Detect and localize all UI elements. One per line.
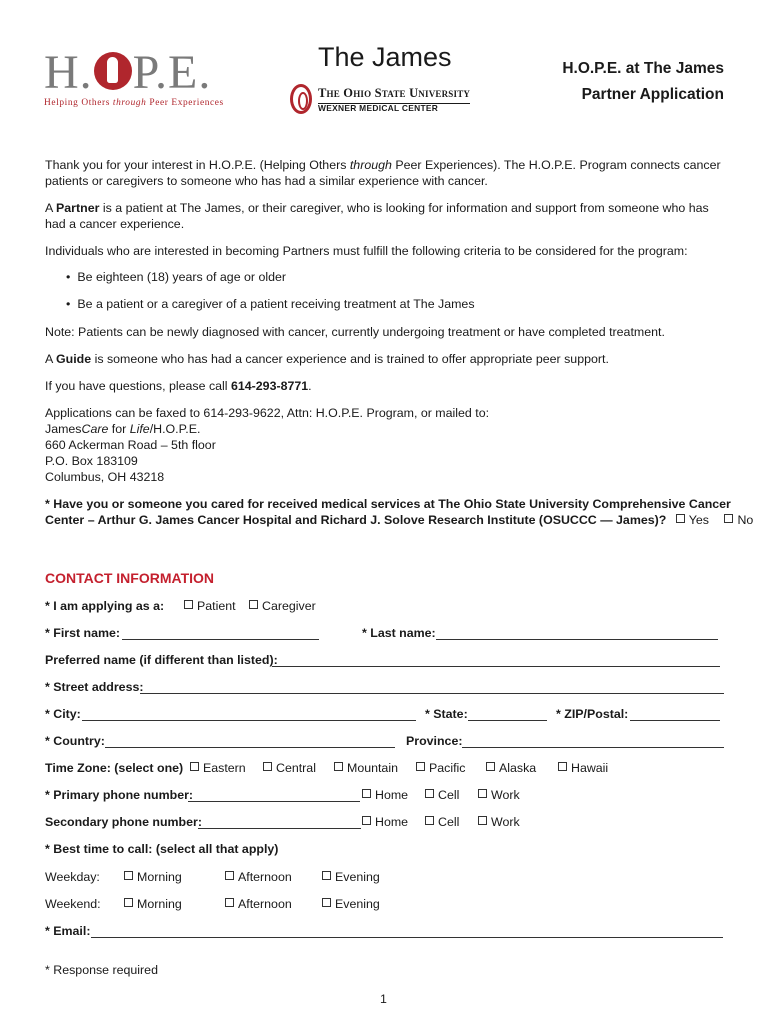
checkbox[interactable] <box>478 789 487 798</box>
criteria-bullet: • Be eighteen (18) years of age or older <box>66 270 286 284</box>
application-title: H.O.P.E. at The James <box>562 60 724 77</box>
address-line3: P.O. Box 183109 <box>45 454 138 468</box>
state-label: * State: <box>425 707 468 721</box>
zip-label: * ZIP/Postal: <box>556 707 629 721</box>
intro-paragraph-line1: Thank you for your interest in H.O.P.E. (Helping Others through Peer Experiences). The H.O.P.E. Program connects cancer <box>45 158 721 172</box>
preferred-name-field[interactable] <box>272 665 720 667</box>
osu-subtitle: WEXNER MEDICAL CENTER <box>318 103 439 113</box>
street-address-label: * Street address: <box>45 680 144 694</box>
best-time-label: * Best time to call: (select all that apply) <box>45 842 279 856</box>
hope-logo-letters-pe: P.E. <box>132 46 212 99</box>
timezone-hawaii[interactable]: Hawaii <box>558 761 608 775</box>
no-option[interactable]: No <box>724 513 753 527</box>
the-james-title: The James <box>318 42 452 72</box>
first-name-field[interactable] <box>122 638 319 640</box>
timezone-eastern[interactable]: Eastern <box>190 761 246 775</box>
yes-option[interactable]: Yes <box>676 513 709 527</box>
state-field[interactable] <box>468 719 547 721</box>
checkbox[interactable] <box>322 871 331 880</box>
weekday-afternoon[interactable]: Afternoon <box>225 870 292 884</box>
phone-number: 614-293-8771 <box>230 379 309 393</box>
first-name-label: * First name: <box>45 626 121 640</box>
checkbox[interactable] <box>425 789 434 798</box>
secondary-phone-cell[interactable]: Cell <box>425 815 459 829</box>
secondary-phone-work[interactable]: Work <box>478 815 520 829</box>
checkbox[interactable] <box>486 762 495 771</box>
secondary-phone-home[interactable]: Home <box>362 815 408 829</box>
weekend-evening[interactable]: Evening <box>322 897 380 911</box>
checkbox[interactable] <box>416 762 425 771</box>
application-subtitle: Partner Application <box>581 86 724 103</box>
hope-logo-o-icon <box>94 52 132 90</box>
weekday-evening[interactable]: Evening <box>322 870 380 884</box>
primary-phone-home[interactable]: Home <box>362 788 408 802</box>
checkbox[interactable] <box>124 871 133 880</box>
patient-option[interactable]: Patient <box>184 599 236 613</box>
email-label: * Email: <box>45 924 91 938</box>
email-field[interactable] <box>91 936 723 938</box>
timezone-alaska[interactable]: Alaska <box>486 761 536 775</box>
checkbox[interactable] <box>558 762 567 771</box>
criteria-intro: Individuals who are interested in becoming Partners must fulfill the following criteria to be considered for the program: <box>45 244 688 258</box>
zip-field[interactable] <box>630 719 720 721</box>
weekend-morning[interactable]: Morning <box>124 897 182 911</box>
criteria-bullet: • Be a patient or a caregiver of a patient receiving treatment at The James <box>66 297 475 311</box>
secondary-phone-field[interactable] <box>198 827 361 829</box>
osu-block-o-icon <box>290 84 312 114</box>
address-line2: 660 Ackerman Road – 5th floor <box>45 438 216 452</box>
guide-definition: A Guide is someone who has had a cancer experience and is trained to offer appropriate peer support. <box>45 352 609 366</box>
osuccc-question-line2: Center – Arthur G. James Cancer Hospital and Richard J. Solove Research Institute (OSUCCC — James)? Yes No <box>45 513 754 527</box>
page-number: 1 <box>380 992 387 1006</box>
checkbox[interactable] <box>362 789 371 798</box>
checkbox[interactable] <box>124 898 133 907</box>
country-label: * Country: <box>45 734 105 748</box>
caregiver-checkbox[interactable] <box>249 600 258 609</box>
weekend-afternoon[interactable]: Afternoon <box>225 897 292 911</box>
last-name-label: * Last name: <box>362 626 436 640</box>
hope-logo-letters-h: H. <box>44 46 93 99</box>
yes-checkbox[interactable] <box>676 514 685 523</box>
checkbox[interactable] <box>425 816 434 825</box>
caregiver-option[interactable]: Caregiver <box>249 599 316 613</box>
partner-definition-line2: had a cancer experience. <box>45 217 185 231</box>
intro-paragraph-line2: patients or caregivers to someone who has had a similar experience with cancer. <box>45 174 488 188</box>
patient-note: Note: Patients can be newly diagnosed with cancer, currently undergoing treatment or have completed treatment. <box>45 325 665 339</box>
hope-logo <box>44 48 224 112</box>
preferred-name-label: Preferred name (if different than listed): <box>45 653 278 667</box>
country-field[interactable] <box>105 746 395 748</box>
response-required-note: * Response required <box>45 963 158 977</box>
checkbox[interactable] <box>322 898 331 907</box>
primary-phone-cell[interactable]: Cell <box>425 788 459 802</box>
province-label: Province: <box>406 734 463 748</box>
address-line4: Columbus, OH 43218 <box>45 470 165 484</box>
patient-checkbox[interactable] <box>184 600 193 609</box>
osuccc-question-line1: * Have you or someone you cared for received medical services at The Ohio State University Comprehensive Cancer <box>45 497 731 511</box>
timezone-mountain[interactable]: Mountain <box>334 761 398 775</box>
weekend-label: Weekend: <box>45 897 101 911</box>
address-line1: JamesCare for Life/H.O.P.E. <box>45 422 201 436</box>
weekday-morning[interactable]: Morning <box>124 870 182 884</box>
secondary-phone-label: Secondary phone number: <box>45 815 202 829</box>
fax-line: Applications can be faxed to 614-293-9622, Attn: H.O.P.E. Program, or mailed to: <box>45 406 490 420</box>
primary-phone-label: * Primary phone number: <box>45 788 194 802</box>
checkbox[interactable] <box>334 762 343 771</box>
questions-line: If you have questions, please call 614-293-8771. <box>45 379 312 393</box>
checkbox[interactable] <box>478 816 487 825</box>
timezone-central[interactable]: Central <box>263 761 316 775</box>
osu-logo <box>290 84 490 118</box>
checkbox[interactable] <box>190 762 199 771</box>
weekday-label: Weekday: <box>45 870 100 884</box>
city-label: * City: <box>45 707 81 721</box>
hope-tagline: Helping Others through Peer Experiences <box>44 98 224 108</box>
street-address-field[interactable] <box>140 692 724 694</box>
partner-definition-line1: A Partner is a patient at The James, or their caregiver, who is looking for information and support from someone who has <box>45 201 709 215</box>
checkbox[interactable] <box>362 816 371 825</box>
applying-as-label: * I am applying as a: <box>45 599 165 613</box>
primary-phone-field[interactable] <box>188 800 360 802</box>
contact-section-title: CONTACT INFORMATION <box>45 570 215 586</box>
city-field[interactable] <box>82 719 416 721</box>
last-name-field[interactable] <box>436 638 718 640</box>
timezone-label: Time Zone: (select one) <box>45 761 184 775</box>
province-field[interactable] <box>462 746 724 748</box>
no-checkbox[interactable] <box>724 514 733 523</box>
checkbox[interactable] <box>225 871 234 880</box>
checkbox[interactable] <box>263 762 272 771</box>
timezone-pacific[interactable]: Pacific <box>416 761 466 775</box>
checkbox[interactable] <box>225 898 234 907</box>
osu-name: The Ohio State University <box>318 86 470 104</box>
primary-phone-work[interactable]: Work <box>478 788 520 802</box>
